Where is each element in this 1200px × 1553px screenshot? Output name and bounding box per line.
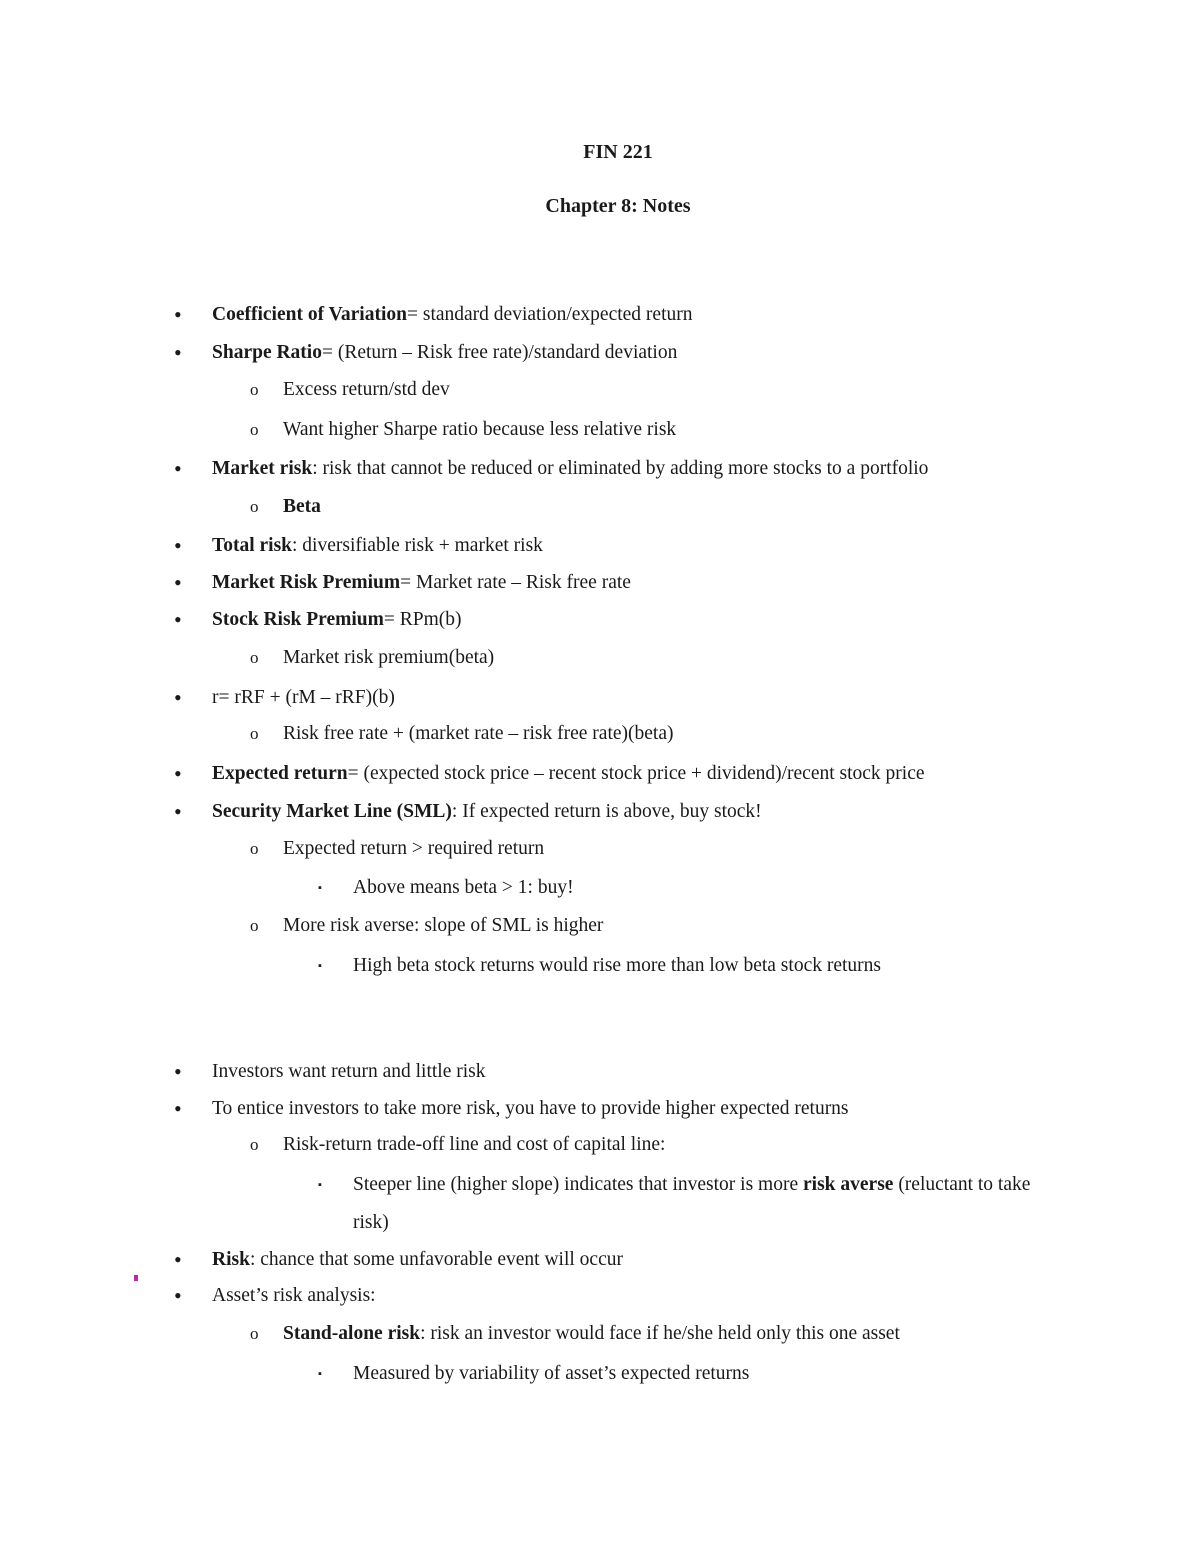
bullet-icon: • — [174, 340, 182, 365]
sub-list-item — [250, 378, 450, 402]
item-text: Excess return/std dev — [283, 379, 450, 400]
circle-bullet-icon: o — [250, 648, 259, 667]
term: Market risk — [212, 458, 313, 479]
sub-list-item — [250, 722, 674, 746]
term: Stand-alone risk — [283, 1323, 421, 1344]
circle-bullet-icon: o — [250, 497, 259, 516]
list-item — [174, 302, 693, 327]
term: Total risk — [212, 535, 293, 556]
sub-sub-list-item — [318, 876, 574, 900]
item-text: More risk averse: slope of SML is higher — [283, 915, 604, 936]
item-text: Asset’s risk analysis: — [212, 1285, 376, 1306]
bullet-icon: • — [174, 456, 182, 481]
sub-list-item — [250, 495, 321, 519]
item-text: Measured by variability of asset’s expected returns — [353, 1363, 750, 1384]
list-item — [174, 1096, 849, 1121]
bullet-icon: • — [174, 302, 182, 327]
circle-bullet-icon: o — [250, 380, 259, 399]
definition: : risk that cannot be reduced or eliminated by adding more stocks to a portfolio — [312, 458, 929, 479]
definition: = Market rate – Risk free rate — [400, 572, 631, 593]
list-item — [174, 533, 543, 558]
item-text: Want higher Sharpe ratio because less relative risk — [283, 419, 677, 440]
item-text: Above means beta > 1: buy! — [353, 877, 574, 898]
term: Security Market Line (SML) — [212, 801, 452, 822]
circle-bullet-icon: o — [250, 839, 259, 858]
sub-list-item — [250, 914, 604, 938]
margin-marker — [134, 1275, 138, 1281]
square-bullet-icon: ▪ — [318, 960, 322, 972]
bullet-icon: • — [174, 1096, 182, 1121]
term: Coefficient of Variation — [212, 304, 407, 325]
list-item — [174, 570, 631, 595]
item-text: Investors want return and little risk — [212, 1061, 486, 1082]
sub-list-item — [250, 646, 495, 670]
course-title: FIN 221 — [583, 141, 653, 163]
sub-list-item — [250, 1322, 900, 1346]
definition: : If expected return is above, buy stock! — [451, 801, 762, 822]
term: risk averse — [803, 1174, 894, 1195]
circle-bullet-icon: o — [250, 1324, 259, 1343]
list-item — [174, 607, 462, 632]
item-text-continued: (reluctant to take risk) — [353, 1174, 1031, 1233]
item-text: Steeper line (higher slope) indicates that investor is more — [353, 1174, 803, 1195]
item-text: Risk-return trade-off line and cost of capital line: — [283, 1134, 666, 1155]
circle-bullet-icon: o — [250, 724, 259, 743]
sub-list-item — [250, 418, 677, 442]
list-item — [174, 340, 678, 365]
list-item — [174, 456, 929, 481]
formula: r= rRF + (rM – rRF)(b) — [212, 687, 395, 708]
chapter-title: Chapter 8: Notes — [545, 195, 691, 217]
term: Market Risk Premium — [212, 572, 401, 593]
term: Risk — [212, 1249, 250, 1270]
bullet-icon: • — [174, 1059, 182, 1084]
definition: = standard deviation/expected return — [406, 304, 693, 325]
bullet-icon: • — [174, 799, 182, 824]
bullet-icon: • — [174, 533, 182, 558]
bullet-icon: • — [174, 1247, 182, 1272]
circle-bullet-icon: o — [250, 1135, 259, 1154]
definition: = RPm(b) — [383, 609, 462, 630]
bullet-icon: • — [174, 607, 182, 632]
bullet-icon: • — [174, 570, 182, 595]
definition: : diversifiable risk + market risk — [292, 535, 543, 556]
definition: = (expected stock price – recent stock price + dividend)/recent stock price — [347, 763, 925, 784]
sub-list-item — [250, 1133, 666, 1157]
circle-bullet-icon: o — [250, 420, 259, 439]
term: Beta — [283, 496, 321, 517]
term: Expected return — [212, 763, 348, 784]
item-text: High beta stock returns would rise more than low beta stock returns — [353, 955, 881, 976]
term: Sharpe Ratio — [212, 342, 322, 363]
sub-list-item — [250, 837, 545, 861]
list-item — [174, 1059, 486, 1084]
item-text: To entice investors to take more risk, you have to provide higher expected returns — [212, 1098, 849, 1119]
definition: : risk an investor would face if he/she held only this one asset — [420, 1323, 900, 1344]
circle-bullet-icon: o — [250, 916, 259, 935]
list-item — [174, 1283, 376, 1308]
item-text: Market risk premium(beta) — [283, 647, 495, 668]
bullet-icon: • — [174, 761, 182, 786]
sub-sub-list-item — [318, 1166, 1043, 1242]
item-text: Risk free rate + (market rate – risk free rate)(beta) — [283, 723, 674, 744]
list-item — [174, 1247, 623, 1272]
sub-sub-list-item — [318, 954, 881, 978]
list-item — [174, 761, 925, 786]
list-item — [174, 685, 395, 710]
list-item — [174, 799, 762, 824]
sub-sub-list-item — [318, 1362, 750, 1386]
term: Stock Risk Premium — [212, 609, 384, 630]
bullet-icon: • — [174, 685, 182, 710]
item-text: Expected return > required return — [283, 838, 545, 859]
square-bullet-icon: ▪ — [318, 1179, 322, 1191]
bullet-icon: • — [174, 1283, 182, 1308]
definition: : chance that some unfavorable event will occur — [249, 1249, 623, 1270]
definition: = (Return – Risk free rate)/standard deviation — [321, 342, 678, 363]
square-bullet-icon: ▪ — [318, 1368, 322, 1380]
square-bullet-icon: ▪ — [318, 882, 322, 894]
